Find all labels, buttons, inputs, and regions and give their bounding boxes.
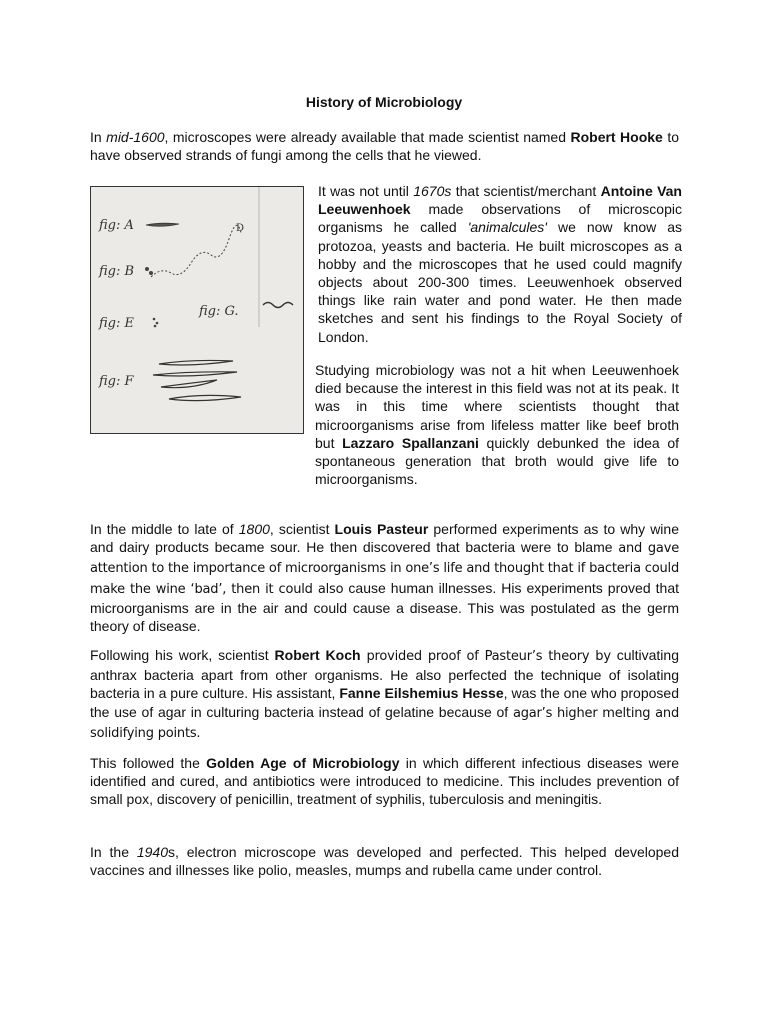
paragraph-hooke <box>90 128 679 164</box>
text-run: that scientist/merchant <box>451 183 601 199</box>
text-run: This followed the <box>90 755 207 771</box>
fig-f-label: fig: F <box>99 374 134 389</box>
sketch-illustration <box>91 187 304 434</box>
fig-e-label: fig: E <box>99 316 134 331</box>
fig-d-label: D <box>236 223 245 234</box>
term-animalcules: 'animalcules' <box>467 219 547 236</box>
name-fanne-eilshemius-hesse: Fanne Eilshemius Hesse <box>339 685 504 702</box>
text-run: cause human illnesses. His experiments proved that microorganisms are in the air and could cause a disease. This was postulated as the germ theory of disease. <box>90 579 679 635</box>
text-run: , microscopes were already available that made scientist named <box>164 129 571 145</box>
name-lazzaro-spallanzani: Lazzaro Spallanzani <box>342 434 479 451</box>
text-run-alt-font: provided proof of Pasteur’s theory by <box>360 649 611 664</box>
text-run: It was not until <box>318 183 414 199</box>
text-run: Following his work, scientist <box>90 647 275 663</box>
name-louis-pasteur: Louis Pasteur <box>334 521 429 537</box>
text-run-alt-font: agar’s higher melting and solidifying points. <box>90 705 679 741</box>
name-robert-hooke: Robert Hooke <box>570 129 663 145</box>
date-mid-1600: mid-1600 <box>106 129 165 145</box>
text-run: quickly debunked the idea of spontaneous generation that broth would give life to microorganisms. <box>315 434 679 488</box>
date-1800: 1800 <box>238 521 270 537</box>
text-run: , scientist <box>269 521 335 537</box>
date-1670s: 1670s <box>413 183 452 199</box>
paragraph-koch <box>90 646 679 743</box>
text-run: performed experiments as to why wine and dairy products became sour. He then discovered that bacteria were to blame <box>90 521 679 556</box>
page-title: History of Microbiology <box>305 94 463 110</box>
fig-b-label: fig: B <box>99 264 135 279</box>
text-run: In <box>90 129 107 145</box>
name-antoine-van-leeuwenhoek: Antoine Van Leeuwenhoek <box>318 183 682 218</box>
text-run-alt-font: and gave attention to the importance of microorganisms in one’s life and thought that if bacteria could make the wine ‘bad’, then it could also <box>90 541 679 597</box>
paragraph-golden-age <box>90 754 679 809</box>
paragraph-pasteur <box>90 520 679 635</box>
fig-a-label: fig: A <box>99 218 134 233</box>
paragraph-electron-microscope <box>90 843 679 879</box>
text-run: Studying microbiology was not a hit when Leeuwenhoek died because the interest in this field was not at its peak. It was in this time where scientists thought that microorganisms arise from lifeless matter like beef broth but <box>315 362 679 451</box>
name-robert-koch: Robert Koch <box>274 647 361 663</box>
text-run: , was the one who proposed the use of agar in culturing bacteria instead of gelatine because of <box>90 685 679 720</box>
text-run: In the middle to late of <box>90 521 239 537</box>
text-run: we now know as protozoa, yeasts and bacteria. He built microscopes as a hobby and the microscopes that he used could magnify objects about 200-300 times. Leeuwenhoek observed things like rain water and pond water. He then made sketches and sent his findings to the Royal Society of London. <box>318 219 682 345</box>
text-run: s, electron microscope was developed and perfected. This helped developed vaccines and illnesses like polio, measles, mumps and rubella came under control. <box>90 844 679 879</box>
term-golden-age-of-microbiology: Golden Age of Microbiology <box>206 755 400 771</box>
date-1940: 1940 <box>136 844 169 860</box>
fig-g-label: fig: G. <box>199 304 239 319</box>
text-run: cultivating anthrax bacteria apart from other organisms. He also perfected the technique of isolating bacteria in a pure culture. His assistant, <box>90 647 679 702</box>
leeuwenhoek-sketch-figure <box>90 186 304 434</box>
text-run: made observations of microscopic organisms he called <box>318 201 682 236</box>
text-run: in which different infectious diseases were identified and cured, and antibiotics were introduced to medicine. This includes prevention of small pox, discovery of penicillin, treatment of syphilis, tuberculosis and meningitis. <box>90 755 679 808</box>
text-run: to have observed strands of fungi among the cells that he viewed. <box>90 129 680 164</box>
text-run: In the <box>90 844 137 860</box>
paragraph-leeuwenhoek <box>315 182 682 346</box>
paragraph-spallanzani <box>315 361 679 488</box>
